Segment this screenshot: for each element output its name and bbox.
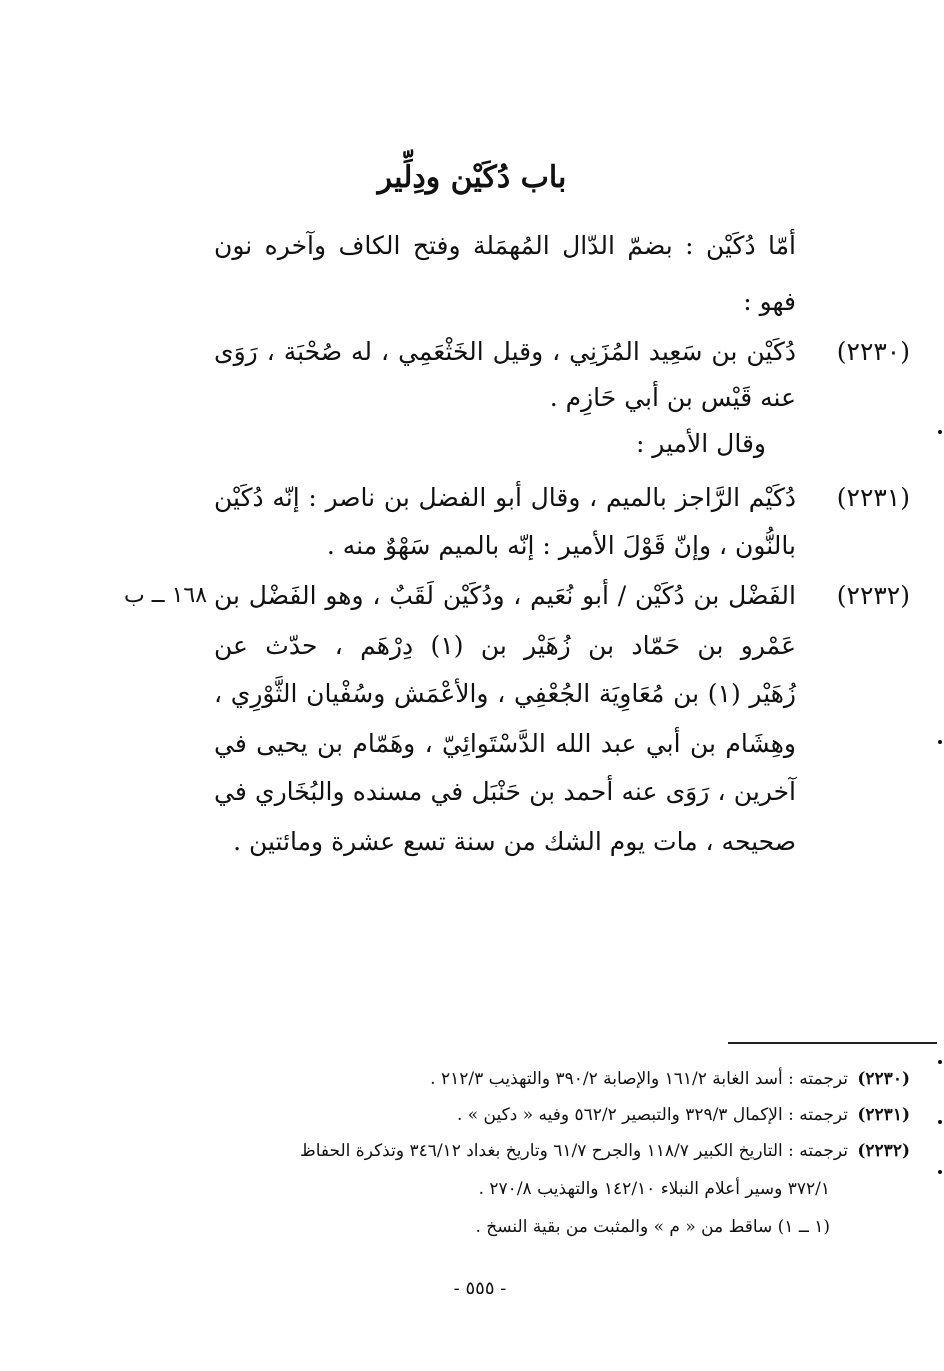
scan-speck: [938, 1170, 942, 1174]
footnote-continuation: (١ ــ ١) ساقط من « م » والمثبت من بقية النسخ .: [475, 1217, 830, 1237]
intro-line: فهو :: [743, 287, 796, 316]
footnote: [200, 1102, 910, 1128]
scan-speck: [938, 1120, 942, 1124]
entry-line: بالنُّون ، وإنّ قَوْلَ الأمير : إنّه بالميم سَهْوٌ منه .: [326, 531, 796, 560]
footnote-number: (٢٢٣٢): [857, 1141, 910, 1161]
footnote-number: (٢٢٣٠): [857, 1069, 910, 1089]
entry-line: عنه قَيْس بن أبي حَازِم .: [549, 383, 796, 412]
entry-line: آخرين ، رَوَى عنه أحمد بن حَنْبَل في مسنده والبُخَاري في: [214, 777, 796, 806]
footnote-text: ترجمته : التاريخ الكبير ١١٨/٧ والجرح ٦١/٧ وتاريخ بغداد ٣٤٦/١٢ وتذكرة الحفاظ: [300, 1141, 848, 1161]
entry-number: (٢٢٣٠): [836, 337, 910, 366]
footnote-separator: [728, 1042, 937, 1044]
footnote-text: ترجمته : أسد الغابة ١٦١/٢ والإصابة ٣٩٠/٢ والتهذيب ٢١٢/٣ .: [430, 1069, 848, 1089]
intro-line: أمّا دُكَيْن : بضمّ الدّال المُهمَلة وفتح الكاف وآخره نون: [214, 231, 796, 260]
scan-speck: [938, 740, 942, 744]
folio-marker: ١٦٨ ــ ب: [124, 583, 208, 608]
footnote-text: ترجمته : الإكمال ٣٢٩/٣ والتبصير ٥٦٢/٢ وفيه « دكين » .: [456, 1105, 848, 1125]
entry-line: وهِشَام بن أبي عبد الله الدَّسْتَوائِيّ ، وهَمّام بن يحيى في: [214, 729, 796, 758]
entry-number: (٢٢٣١): [836, 483, 910, 512]
entry-line: زُهَيْر (١) بن مُعَاوِيَة الجُعْفِي ، والأعْمَش وسُفْيان الثَّوْرِي ،: [214, 679, 796, 708]
footnote: [160, 1138, 910, 1164]
entry-line: عَمْرو بن حَمّاد بن زُهَيْر بن (١) دِرْهَم ، حدّث عن: [214, 631, 797, 660]
page-number: - ٥٥٥ -: [453, 1278, 507, 1299]
chapter-title: باب دُكَيْن ودِلِّير: [377, 160, 567, 195]
entry-line: دُكَيْن بن سَعِيد المُزَنِي ، وقيل الخَثْعَمِي ، له صُحْبَة ، رَوَى: [214, 337, 796, 366]
entry-line: صحيحه ، مات يوم الشك من سنة تسع عشرة ومائتين .: [233, 827, 796, 856]
entry-line: دُكَيْم الرَّاجز بالميم ، وقال أبو الفضل بن ناصر : إنّه دُكَيْن: [214, 483, 796, 512]
footnote-continuation: ٣٧٢/١ وسير أعلام النبلاء ١٤٢/١٠ والتهذيب ٢٧٠/٨ .: [478, 1179, 830, 1199]
entry-number: (٢٢٣٢): [836, 581, 910, 610]
footnote-number: (٢٢٣١): [857, 1105, 910, 1125]
scan-speck: [938, 1060, 942, 1064]
footnote: [200, 1066, 910, 1092]
entry-note: وقال الأمير :: [635, 429, 766, 458]
entry-line: الفَضْل بن دُكَيْن / أبو نُعَيم ، ودُكَيْن لَقَبٌ ، وهو الفَضْل بن: [214, 581, 796, 610]
scan-speck: [938, 430, 942, 434]
